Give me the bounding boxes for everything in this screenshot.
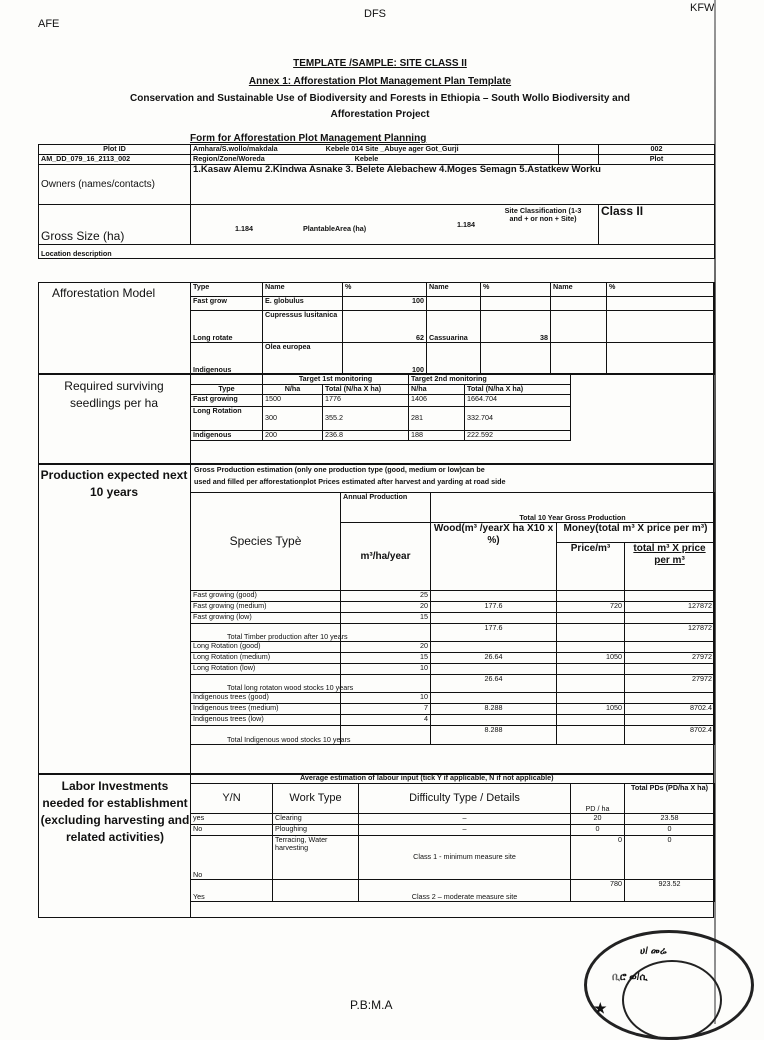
production-note-1: Gross Production estimation (only one production type (good, medium or low)can be — [194, 465, 485, 474]
annex-title: Annex 1: Afforestation Plot Management Plan Template — [248, 76, 512, 87]
prod-row: Fast growing (low) 15 — [191, 613, 715, 624]
total10-label: Total 10 Year Gross Production — [431, 493, 715, 523]
prod-total-row: Total Timber production after 10 years 177.6 127872 — [191, 624, 715, 642]
plot-id-value: AM_DD_079_16_2113_002 — [39, 155, 191, 165]
prod-total-row: Total Indigenous wood stocks 10 years 8.288 8702.4 — [191, 726, 715, 745]
gross-size-value: 1.184 — [235, 224, 253, 233]
project-title-1: Conservation and Sustainable Use of Biodiversity and Forests in Ethiopia – South Wollo Biodiversity and — [130, 93, 630, 104]
prod-row: Indigenous trees (low) 4 — [191, 715, 715, 726]
production-note-2: used and filled per afforestationplot Prices estimated after harvest and yarding at road side — [194, 477, 506, 486]
prod-row: Indigenous trees (medium) 7 8.288 1050 8702.4 — [191, 704, 715, 715]
prod-row: Long Rotation (low) 10 — [191, 664, 715, 675]
labor-table — [190, 783, 715, 902]
plot-info-table — [38, 144, 715, 259]
prod-row: Long Rotation (medium) 15 26.64 1050 27972 — [191, 653, 715, 664]
afforestation-label: Afforestation Model — [52, 286, 156, 300]
labor-col-yn: Y/N — [191, 784, 273, 814]
prod-row: Fast growing (good) 25 — [191, 591, 715, 602]
plot-label: Plot — [599, 155, 715, 165]
prod-row: Indigenous trees (good) 10 — [191, 693, 715, 704]
site-class-value: Class II — [599, 205, 715, 245]
owners-label: Owners (names/contacts) — [39, 165, 191, 205]
wood-label: Wood(m³ /yearX ha X10 x %) — [431, 523, 557, 591]
plantable-value: 1.184 — [457, 220, 475, 229]
labor-label: Labor Investments needed for establishment (excluding harvesting and related activities) — [40, 779, 190, 844]
seedlings-table — [190, 374, 571, 441]
total-price-label: total m³ X price per m³ — [625, 543, 715, 591]
afforestation-table — [190, 282, 715, 375]
footer-initials: P.B:M.A — [350, 998, 393, 1012]
labor-col-pd: PD / ha — [571, 784, 625, 814]
owners-value: 1.Kasaw Alemu 2.Kindwa Asnake 3. Belete Alebachew 4.Moges Semagn 5.Astatkew Worku — [191, 165, 715, 205]
money-label: Money(total m³ X price per m³) — [557, 523, 715, 543]
aff-row: Indigenous Olea europea 100 — [191, 343, 715, 375]
seed-row: Long Rotation 300 355.2 281 332.704 — [191, 407, 571, 431]
prod-total-row: Total long rotaton wood stocks 10 years 26.64 27972 — [191, 675, 715, 693]
site-class-label: Site Classification (1-3 and + or non + Site) — [504, 206, 582, 224]
plot-id-label: Plot ID — [39, 145, 191, 155]
aff-col-pct-2: % — [481, 283, 551, 297]
labor-col-work: Work Type — [273, 784, 359, 814]
prod-row: Fast growing (medium) 20 177.6 720 127872 — [191, 602, 715, 613]
aff-col-name-3: Name — [551, 283, 607, 297]
gross-size-label: Gross Size (ha) — [39, 205, 191, 245]
plot-no: 002 — [599, 145, 715, 155]
labor-row: Yes Class 2 – moderate measure site 780 923.52 — [191, 880, 715, 902]
aff-col-pct: % — [343, 283, 427, 297]
species-label: Species Typè — [191, 493, 341, 591]
seedlings-label: Required surviving seedlings per ha — [64, 379, 164, 410]
seed-col-total: Total (N/ha X ha) — [323, 385, 409, 395]
aff-col-name: Name — [263, 283, 343, 297]
seal-text-top: ሀ/ መሬ — [640, 946, 667, 957]
region-label: Region/Zone/Woreda Kebele — [191, 155, 559, 165]
plantable-label: PlantableArea (ha) — [303, 224, 367, 233]
labor-row: No Terracing, Water harvesting Class 1 - minimum measure site 0 0 — [191, 836, 715, 880]
labor-row: yes Clearing – 20 23.58 — [191, 814, 715, 825]
seed-col-nha2: N/ha — [409, 385, 465, 395]
labor-col-total: Total PDs (PD/ha X ha) — [625, 784, 715, 814]
seed-col-type: Type — [191, 385, 263, 395]
corner-dfs: DFS — [364, 8, 386, 20]
production-table — [190, 492, 715, 745]
seal-star-icon: ★ — [594, 1000, 607, 1016]
seed-col-nha: N/ha — [263, 385, 323, 395]
labor-col-difficulty: Difficulty Type / Details — [359, 784, 571, 814]
aff-row: Fast grow E. globulus 100 — [191, 297, 715, 311]
seed-col-total2: Total (N/ha X ha) — [465, 385, 571, 395]
target1-label: Target 1st monitoring — [263, 375, 409, 385]
template-title: TEMPLATE /SAMPLE: SITE CLASS II — [293, 58, 467, 69]
price-label: Price/m³ — [557, 543, 625, 591]
corner-afe: AFE — [38, 18, 60, 30]
seal-text-mid: ቢሮ ወ/ሲ — [612, 972, 648, 983]
corner-kfw: KFW — [690, 2, 715, 14]
annual-label: Annual Production — [341, 493, 431, 523]
aff-col-pct-3: % — [607, 283, 715, 297]
project-title-2: Afforestation Project — [330, 109, 430, 120]
form-title: Form for Afforestation Plot Management Planning — [190, 133, 427, 144]
aff-col-name-2: Name — [427, 283, 481, 297]
region-value: Amhara/S.wollo/makdala Kebele 014 Site _Abuye ager Got_Gurji — [191, 145, 559, 155]
gross-size-row — [191, 205, 599, 245]
labor-row: No Ploughing – 0 0 — [191, 825, 715, 836]
annual-unit: m³/ha/year — [341, 523, 431, 591]
prod-row: Long Rotation (good) 20 — [191, 642, 715, 653]
location-label: Location description — [39, 245, 715, 259]
target2-label: Target 2nd monitoring — [409, 375, 571, 385]
production-label: Production expected next 10 years — [40, 468, 188, 499]
aff-row: Long rotate Cupressus lusitanica 62 Cassuarina 38 — [191, 311, 715, 343]
seed-row: Indigenous 200 236.8 188 222.592 — [191, 431, 571, 441]
labor-avg-note: Average estimation of labour input (tick Y if applicable, N if not applicable) — [300, 773, 554, 782]
aff-col-type: Type — [191, 283, 263, 297]
seed-row: Fast growing 1500 1776 1406 1664.704 — [191, 395, 571, 407]
